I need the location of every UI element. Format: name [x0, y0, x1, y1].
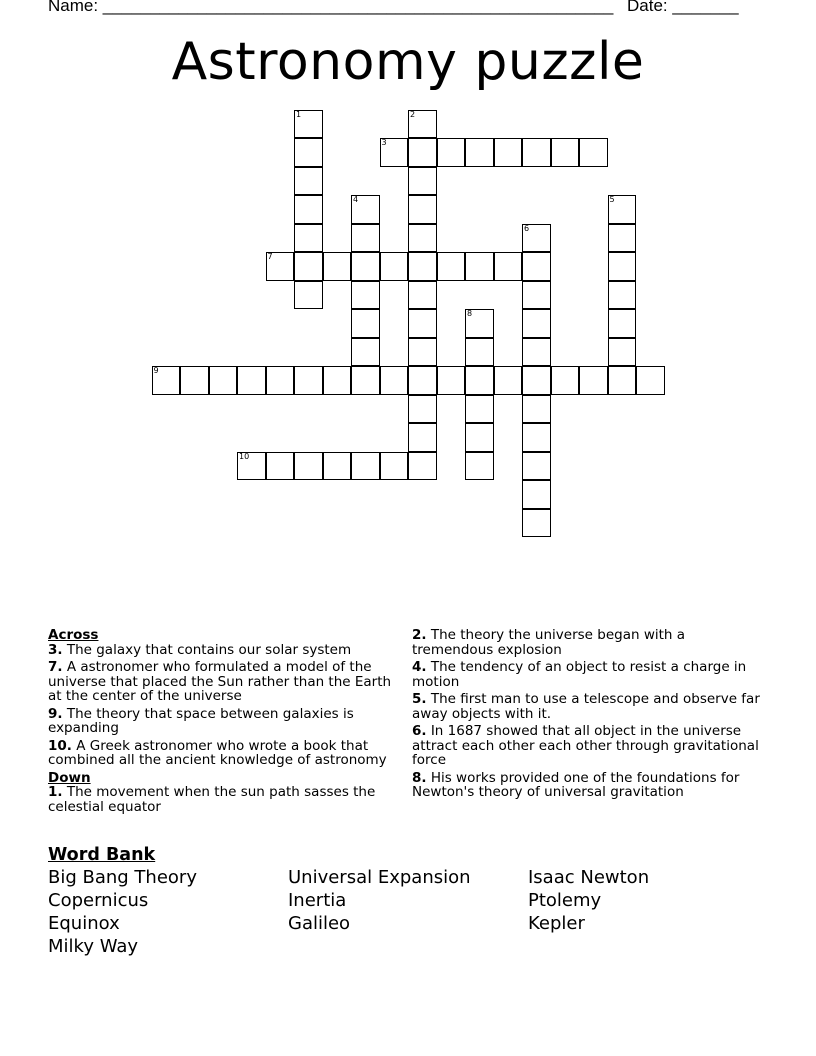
word-bank-item: Milky Way	[48, 936, 139, 957]
clue-text: The tendency of an object to resist a charge in motion	[412, 659, 747, 690]
crossword-cell[interactable]	[351, 452, 380, 481]
crossword-cell[interactable]	[465, 252, 494, 281]
crossword-cell[interactable]	[522, 366, 551, 395]
down-clue-list-continued	[412, 628, 768, 800]
clue-number: 5	[609, 195, 615, 204]
across-clue-list	[48, 643, 393, 768]
crossword-cell[interactable]	[522, 480, 551, 509]
clue-text: The theory the universe began with a tremendous explosion	[412, 627, 686, 658]
crossword-cell[interactable]	[237, 366, 266, 395]
crossword-cell[interactable]	[408, 338, 437, 367]
crossword-cell[interactable]	[323, 366, 352, 395]
clue-number: 6	[524, 223, 530, 233]
crossword-cell[interactable]	[323, 452, 352, 481]
crossword-cell[interactable]	[636, 366, 665, 395]
clue-text: In 1687 showed that all object in the universe attract each other each other through gravitational force	[412, 723, 759, 768]
crossword-cell[interactable]	[408, 309, 437, 338]
crossword-cell[interactable]	[380, 138, 409, 167]
crossword-cell[interactable]	[522, 452, 551, 481]
crossword-cell[interactable]	[294, 195, 323, 224]
clue-number: 4.	[412, 659, 427, 675]
crossword-cell[interactable]	[408, 224, 437, 253]
crossword-cell[interactable]	[408, 138, 437, 167]
crossword-cell[interactable]	[294, 281, 323, 310]
clue-number: 10	[239, 451, 250, 461]
crossword-cell[interactable]	[608, 252, 637, 281]
clue-number: 5.	[412, 691, 427, 707]
date-field[interactable]: Date: _______	[627, 0, 739, 15]
crossword-cell[interactable]	[551, 138, 580, 167]
crossword-cell[interactable]	[351, 252, 380, 281]
word-bank-title: Word Bank	[48, 845, 156, 865]
crossword-cell[interactable]	[608, 338, 637, 367]
crossword-cell[interactable]	[608, 195, 637, 224]
word-bank-item: Isaac Newton	[528, 867, 650, 888]
crossword-cell[interactable]	[351, 224, 380, 253]
clue-item	[48, 739, 393, 768]
clue-text: The theory that space between galaxies is expanding	[48, 705, 354, 736]
crossword-cell[interactable]	[209, 366, 238, 395]
crossword-cell[interactable]	[408, 195, 437, 224]
crossword-cell[interactable]	[408, 366, 437, 395]
crossword-cell[interactable]	[351, 309, 380, 338]
clue-number: 2.	[412, 627, 427, 643]
crossword-cell[interactable]	[294, 452, 323, 481]
crossword-cell[interactable]	[237, 452, 266, 481]
crossword-cell[interactable]	[351, 195, 380, 224]
clue-item	[412, 724, 768, 768]
crossword-cell[interactable]	[323, 252, 352, 281]
clue-number: 7.	[48, 659, 63, 675]
clue-number: 7	[267, 252, 273, 261]
crossword-cell[interactable]	[608, 281, 637, 310]
clue-item	[48, 785, 393, 814]
crossword-cell[interactable]	[408, 281, 437, 310]
crossword-cell[interactable]	[408, 167, 437, 196]
crossword-cell[interactable]	[294, 110, 323, 139]
crossword-cell[interactable]	[266, 452, 295, 481]
crossword-cell[interactable]	[579, 138, 608, 167]
word-bank-item: Ptolemy	[528, 890, 602, 911]
crossword-cell[interactable]	[494, 138, 523, 167]
crossword-cell[interactable]	[465, 309, 494, 338]
crossword-cell[interactable]	[408, 395, 437, 424]
word-bank	[48, 845, 788, 958]
crossword-cell[interactable]	[294, 366, 323, 395]
crossword-cell[interactable]	[465, 338, 494, 367]
crossword-cell[interactable]	[180, 366, 209, 395]
crossword-cell[interactable]	[408, 110, 437, 139]
clue-text: A astronomer who formulated a model of the universe that placed the Sun rather than the Earth at the center of the universe	[48, 659, 392, 704]
word-bank-item: Inertia	[288, 890, 347, 911]
word-bank-item: Equinox	[48, 913, 120, 934]
word-bank-item: Galileo	[288, 913, 351, 934]
clues-left-column	[48, 628, 393, 817]
clue-number: 9.	[48, 705, 63, 722]
crossword-cell[interactable]	[465, 452, 494, 481]
crossword-cell[interactable]	[608, 366, 637, 395]
word-bank-item: Kepler	[528, 913, 585, 934]
clue-item	[412, 628, 768, 657]
crossword-cell[interactable]	[522, 395, 551, 424]
down-clue-list	[48, 785, 393, 814]
crossword-cell[interactable]	[465, 138, 494, 167]
crossword-cell[interactable]	[522, 224, 551, 253]
crossword-cell[interactable]	[437, 252, 466, 281]
crossword-cell[interactable]	[380, 366, 409, 395]
crossword-cell[interactable]	[294, 167, 323, 196]
clue-item	[48, 643, 393, 658]
crossword-cell[interactable]	[522, 281, 551, 310]
clue-number: 1.	[48, 784, 63, 800]
crossword-cell[interactable]	[294, 138, 323, 167]
word-bank-item: Big Bang Theory	[48, 867, 197, 888]
clue-text: The first man to use a telescope and observe far away objects with it.	[412, 691, 760, 722]
clue-number: 4	[353, 195, 359, 204]
word-bank-list	[48, 867, 788, 958]
clue-number: 1	[296, 109, 302, 119]
crossword-cell[interactable]	[380, 452, 409, 481]
crossword-cell[interactable]	[608, 224, 637, 253]
crossword-cell[interactable]	[522, 252, 551, 281]
page-title: Astronomy puzzle	[171, 32, 645, 92]
crossword-cell[interactable]	[522, 138, 551, 167]
crossword-cell[interactable]	[579, 366, 608, 395]
crossword-cell[interactable]	[465, 423, 494, 452]
crossword-cell[interactable]	[522, 509, 551, 538]
word-bank-item: Universal Expansion	[288, 867, 471, 888]
clue-text: A Greek astronomer who wrote a book that combined all the ancient knowledge of astronomy	[48, 737, 387, 768]
clue-item	[48, 660, 393, 704]
clue-number: 2	[410, 109, 416, 119]
name-field[interactable]: Name: ______________________________________________________	[48, 0, 614, 15]
crossword-cell[interactable]	[294, 224, 323, 253]
clue-text: The galaxy that contains our solar system	[62, 641, 352, 658]
clue-item	[412, 692, 768, 721]
clue-number: 3	[381, 138, 387, 147]
crossword-cell[interactable]	[494, 252, 523, 281]
crossword-cell[interactable]	[266, 366, 295, 395]
crossword-cell[interactable]	[408, 252, 437, 281]
crossword-cell[interactable]	[437, 138, 466, 167]
clue-text: His works provided one of the foundations for Newton's theory of universal gravitation	[412, 769, 740, 800]
clue-number: 3.	[48, 641, 63, 658]
clue-number: 8.	[412, 769, 427, 786]
crossword-cell[interactable]	[294, 252, 323, 281]
word-bank-item: Copernicus	[48, 890, 149, 911]
crossword-cell[interactable]	[608, 309, 637, 338]
crossword-cell[interactable]	[351, 281, 380, 310]
clue-number: 10.	[48, 737, 72, 754]
crossword-cell[interactable]	[522, 309, 551, 338]
crossword-cell[interactable]	[522, 423, 551, 452]
crossword-cell[interactable]	[494, 366, 523, 395]
crossword-cell[interactable]	[522, 338, 551, 367]
crossword-cell[interactable]	[380, 252, 409, 281]
crossword-cell[interactable]	[408, 452, 437, 481]
crossword-cell[interactable]	[551, 366, 580, 395]
clue-text: The movement when the sun path sasses the celestial equator	[48, 784, 376, 815]
crossword-cell[interactable]	[351, 338, 380, 367]
clue-item	[412, 771, 768, 800]
crossword-cell[interactable]	[351, 366, 380, 395]
clue-number: 9	[153, 366, 159, 375]
crossword-cell[interactable]	[465, 366, 494, 395]
crossword-cell[interactable]	[266, 252, 295, 281]
clue-item	[48, 707, 393, 736]
crossword-cell[interactable]	[465, 395, 494, 424]
across-heading: Across	[48, 627, 99, 643]
clue-item	[412, 660, 768, 689]
down-heading: Down	[48, 769, 91, 786]
crossword-cell[interactable]	[152, 366, 181, 395]
crossword-cell[interactable]	[437, 366, 466, 395]
clue-number: 6.	[412, 723, 427, 739]
clues-right-column	[412, 628, 768, 803]
clue-number: 8	[467, 309, 473, 318]
crossword-cell[interactable]	[408, 423, 437, 452]
